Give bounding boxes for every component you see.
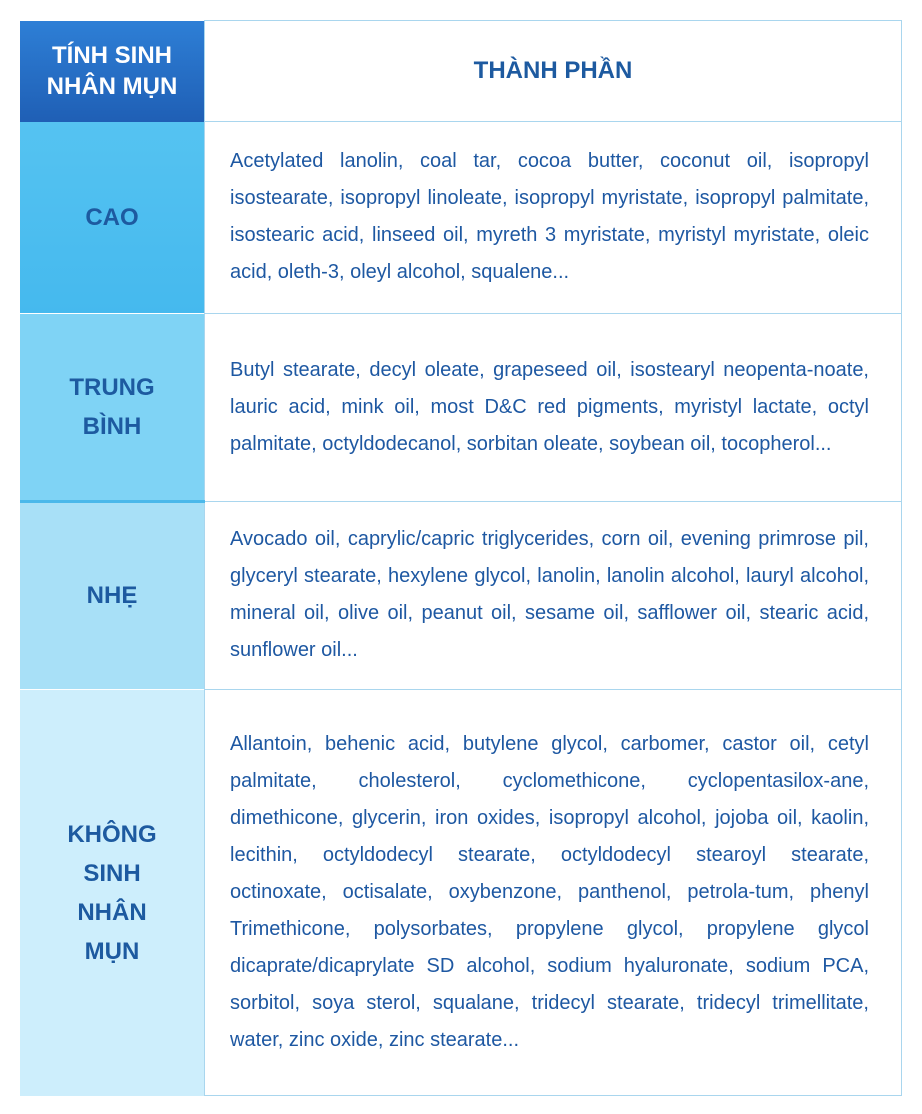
level-label: BÌNH [82, 412, 142, 440]
table-row [20, 122, 902, 314]
level-cell-medium [20, 313, 205, 501]
ingredients-cell-low: Avocado oil, caprylic/capric triglycerides, corn oil, evening primrose pil, glyceryl stearate, hexylene glycol, lanolin, lanolin alcohol, lauryl alcohol, mineral oil, olive oil, peanut oil, sesame oil, safflower oil, stearic acid, sunflower oil... [205, 501, 902, 689]
header-left-line1: TÍNH SINH [52, 42, 172, 69]
ingredients-cell-medium: Butyl stearate, decyl oleate, grapeseed oil, isostearyl neopenta-noate, lauric acid, mink oil, most D&C red pigments, myristyl lactate, octyl palmitate, octyldodecanol, sorbitan oleate, soybean oil, tocopherol... [205, 313, 902, 501]
level-label: NHẸ [86, 582, 138, 609]
header-ingredients: THÀNH PHẦN [205, 21, 902, 122]
level-label: KHÔNG [67, 820, 157, 848]
level-cell-none [20, 689, 205, 1096]
level-label: CAO [85, 203, 139, 231]
level-label: SINH [83, 859, 141, 887]
table-row [20, 313, 902, 501]
level-label: TRUNG [69, 373, 155, 401]
table-row [20, 689, 902, 1096]
level-label: NHÂN [77, 898, 147, 926]
level-cell-low [20, 501, 205, 689]
ingredients-cell-high: Acetylated lanolin, coal tar, cocoa butter, coconut oil, isopropyl isostearate, isopropyl linoleate, isopropyl myristate, isopropyl palmitate, isostearic acid, linseed oil, myreth 3 myristate, myristyl myristate, oleic acid, oleth-3, oleyl alcohol, squalene... [205, 122, 902, 314]
header-left-line2: NHÂN MỤN [46, 73, 178, 100]
header-comedogenicity [20, 21, 205, 122]
ingredients-cell-none: Allantoin, behenic acid, butylene glycol, carbomer, castor oil, cetyl palmitate, cholesterol, cyclomethicone, cyclopentasilox-ane, dimethicone, glycerin, iron oxides, isopropyl alcohol, jojoba oil, kaolin, lecithin, octyldodecyl stearate, octyldodecyl stearoyl stearate, octinoxate, octisalate, oxybenzone, panthenol, petrola-tum, phenyl Trimethicone, polysorbates, propylene glycol, propylene glycol dicaprate/dicaprylate SD alcohol, sodium hyaluronate, sodium PCA, sorbitol, soya sterol, squalane, tridecyl stearate, tridecyl trimellitate, water, zinc oxide, zinc stearate... [205, 689, 902, 1096]
table-row [20, 501, 902, 689]
comedogenic-table [20, 20, 902, 1096]
table-header-row [20, 21, 902, 122]
level-cell-high [20, 122, 205, 314]
level-label: MỤN [84, 937, 140, 965]
